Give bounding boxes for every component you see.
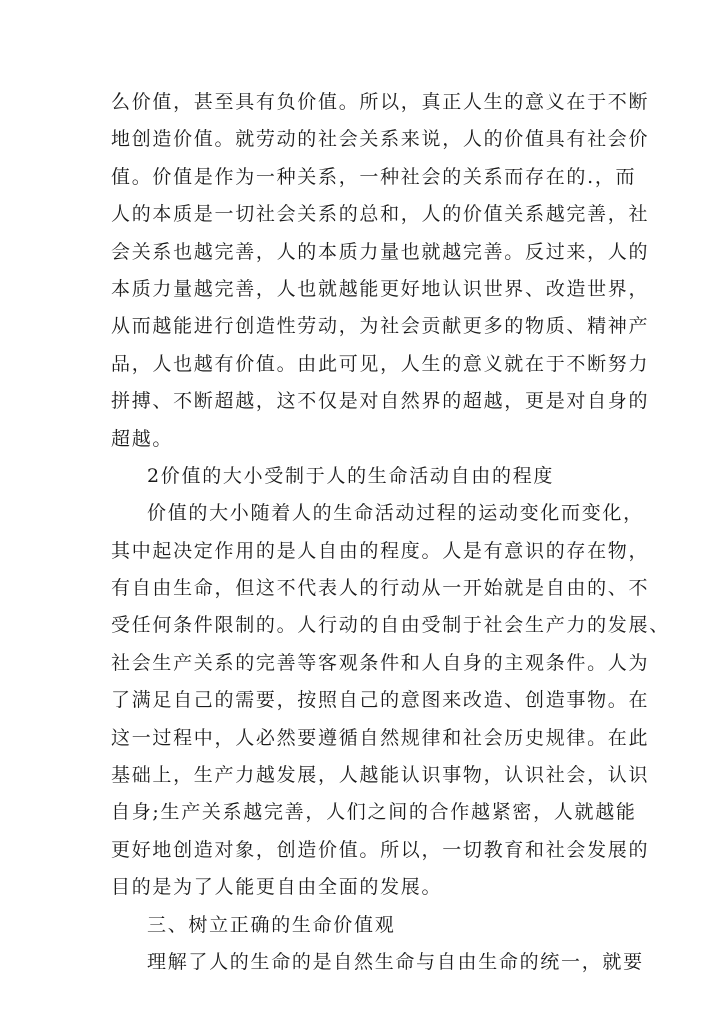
text-line: 其中起决定作用的是人自由的程度。人是有意识的存在物， [111,539,650,562]
text-line: 值。价值是作为一种关系，一种社会的关系而存在的.，而 [111,165,637,188]
text-line: 社会生产关系的完善等客观条件和人自身的主观条件。人为 [111,651,650,674]
text-line: 人的本质是一切社会关系的总和，人的价值关系越完善，社 [111,203,650,226]
section-heading: 三、树立正确的生命价值观 [147,913,396,936]
text-line: 有自由生命，但这不代表人的行动从一开始就是自由的、不 [111,577,650,600]
body-text [111,84,670,981]
text-line: 拼搏、不断超越，这不仅是对自然界的超越，更是对自身的 [111,390,650,413]
paragraph-start: 理解了人的生命的是自然生命与自由生命的统一，就要 [147,950,644,973]
text-line: 地创造价值。就劳动的社会关系来说，人的价值具有社会价 [111,128,650,151]
paragraph-start: 价值的大小随着人的生命活动过程的运动变化而变化， [147,502,644,525]
text-line: 受任何条件限制的。人行动的自由受制于社会生产力的发展、 [111,614,670,637]
text-line: 基础上，生产力越发展，人越能认识事物，认识社会，认识 [111,764,650,787]
text-line: 本质力量越完善，人也就越能更好地认识世界、改造世界， [111,277,650,300]
text-line: 目的是为了人能更自由全面的发展。 [111,876,443,899]
text-line: 超越。 [111,427,174,450]
text-line: 么价值，甚至具有负价值。所以，真正人生的意义在于不断 [111,91,650,113]
text-line: 品，人也越有价值。由此可见，人生的意义就在于不断努力 [111,352,650,375]
text-line: 自身;生产关系越完善，人们之间的合作越紧密，人就越能 [111,801,637,824]
text-line: 从而越能进行创造性劳动，为社会贡献更多的物质、精神产 [111,315,650,338]
text-line: 更好地创造对象，创造价值。所以，一切教育和社会发展的 [111,838,650,861]
section-heading: 2价值的大小受制于人的生命活动自由的程度 [147,464,555,487]
text-line: 了满足自己的需要，按照自己的意图来改造、创造事物。在 [111,689,650,712]
text-line: 这一过程中，人必然要遵循自然规律和社会历史规律。在此 [111,726,650,749]
text-line: 会关系也越完善，人的本质力量也就越完善。反过来，人的 [111,240,650,263]
